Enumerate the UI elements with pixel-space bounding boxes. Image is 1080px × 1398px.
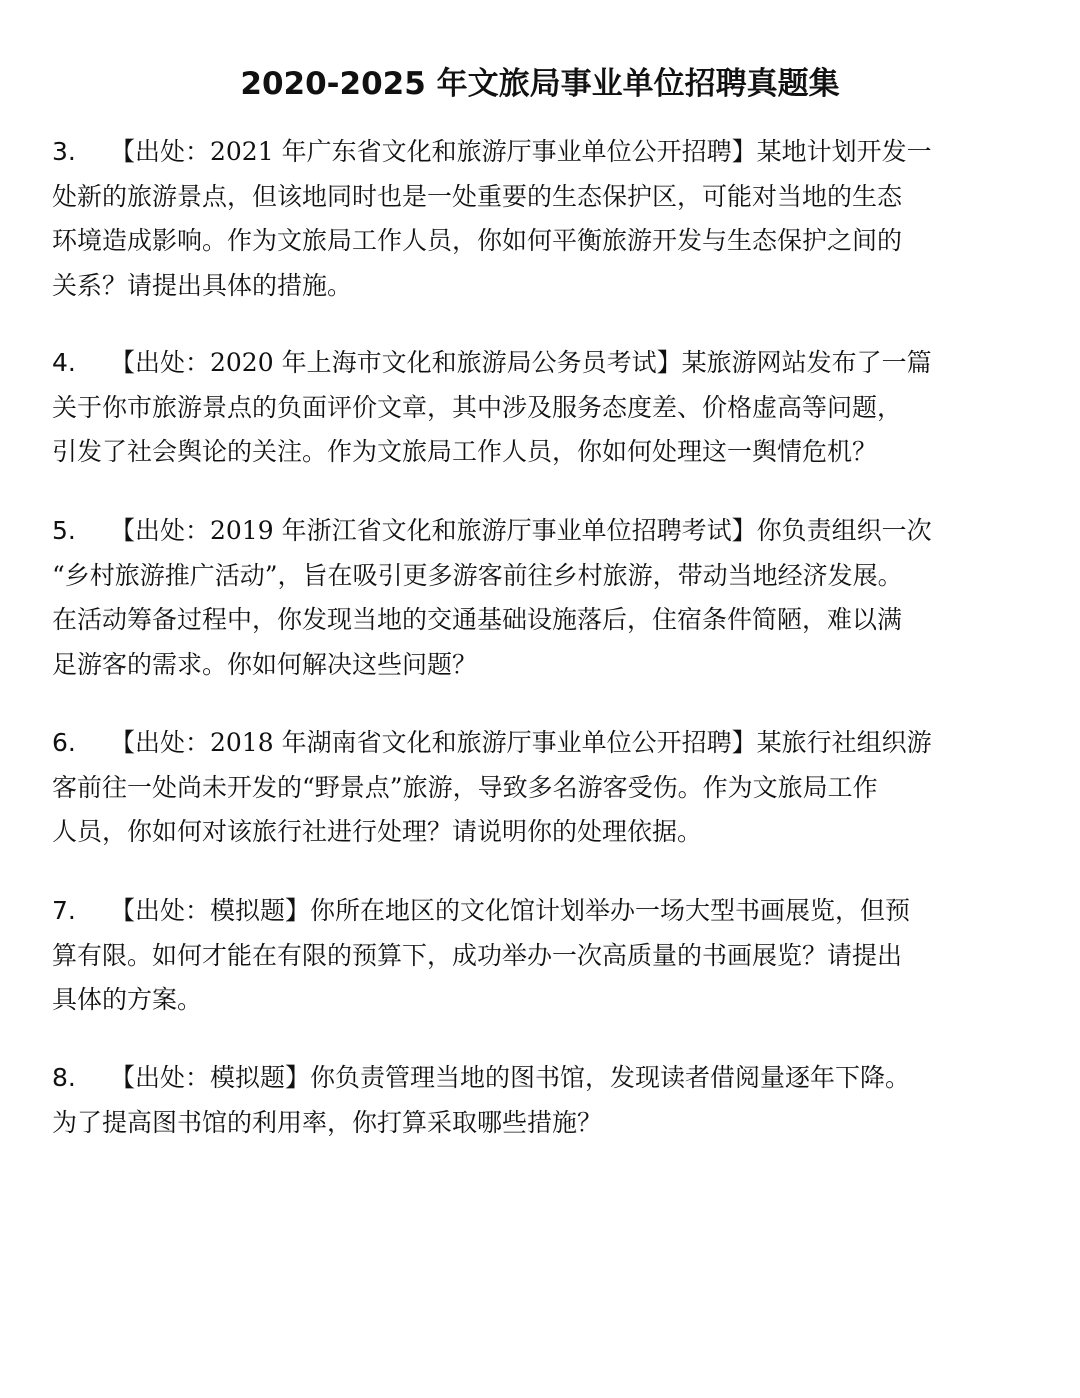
- question-line: [52, 509, 1042, 554]
- question-text: 【出处：2019 年浙江省文化和旅游厅事业单位招聘考试】你负责组织一次: [110, 516, 932, 545]
- question-line: 足游客的需求。你如何解决这些问题？: [52, 649, 478, 679]
- question-number: 3.: [52, 137, 76, 166]
- question-line: “乡村旅游推广活动”，旨在吸引更多游客前往乡村旅游，带动当地经济发展。: [52, 560, 903, 590]
- question-number: 8.: [52, 1063, 76, 1092]
- question-line: 客前往一处尚未开发的“野景点”旅游，导致多名游客受伤。作为文旅局工作: [52, 772, 878, 802]
- question-line: 为了提高图书馆的利用率，你打算采取哪些措施？: [52, 1107, 603, 1137]
- question-line: [52, 130, 1042, 175]
- question-text: 【出处：模拟题】你负责管理当地的图书馆，发现读者借阅量逐年下降。: [110, 1063, 911, 1092]
- question-line: [52, 1056, 1042, 1101]
- question-number: 4.: [52, 348, 76, 377]
- question-5: [52, 509, 1042, 687]
- question-8: [52, 1056, 1042, 1145]
- question-line: 具体的方案。: [52, 985, 203, 1014]
- question-7: [52, 889, 1042, 1023]
- question-line: [52, 721, 1042, 766]
- question-line: 在活动筹备过程中，你发现当地的交通基础设施落后，住宿条件简陋，难以满: [52, 605, 903, 634]
- question-6: [52, 721, 1042, 855]
- question-line: 环境造成影响。作为文旅局工作人员，你如何平衡旅游开发与生态保护之间的: [52, 226, 903, 255]
- question-4: [52, 341, 1042, 475]
- question-line: 处新的旅游景点，但该地同时也是一处重要的生态保护区，可能对当地的生态: [52, 181, 903, 211]
- question-number: 6.: [52, 728, 76, 757]
- question-line: 关于你市旅游景点的负面评价文章，其中涉及服务态度差、价格虚高等问题，: [52, 392, 903, 422]
- page-title: 2020-2025 年文旅局事业单位招聘真题集: [240, 66, 840, 102]
- question-line: 人员，你如何对该旅行社进行处理？请说明你的处理依据。: [52, 817, 703, 846]
- question-line: [52, 889, 1042, 934]
- question-3: [52, 130, 1042, 308]
- question-line: 算有限。如何才能在有限的预算下，成功举办一次高质量的书画展览？请提出: [52, 940, 903, 970]
- question-line: 引发了社会舆论的关注。作为文旅局工作人员，你如何处理这一舆情危机？: [52, 437, 878, 466]
- question-line: [52, 341, 1042, 386]
- question-text: 【出处：2021 年广东省文化和旅游厅事业单位公开招聘】某地计划开发一: [110, 137, 932, 166]
- question-text: 【出处：2018 年湖南省文化和旅游厅事业单位公开招聘】某旅行社组织游: [110, 728, 932, 757]
- question-number: 7.: [52, 896, 76, 925]
- question-text: 【出处：模拟题】你所在地区的文化馆计划举办一场大型书画展览，但预: [110, 896, 911, 925]
- question-number: 5.: [52, 516, 76, 545]
- question-line: 关系？请提出具体的措施。: [52, 270, 353, 300]
- question-text: 【出处：2020 年上海市文化和旅游局公务员考试】某旅游网站发布了一篇: [110, 348, 932, 377]
